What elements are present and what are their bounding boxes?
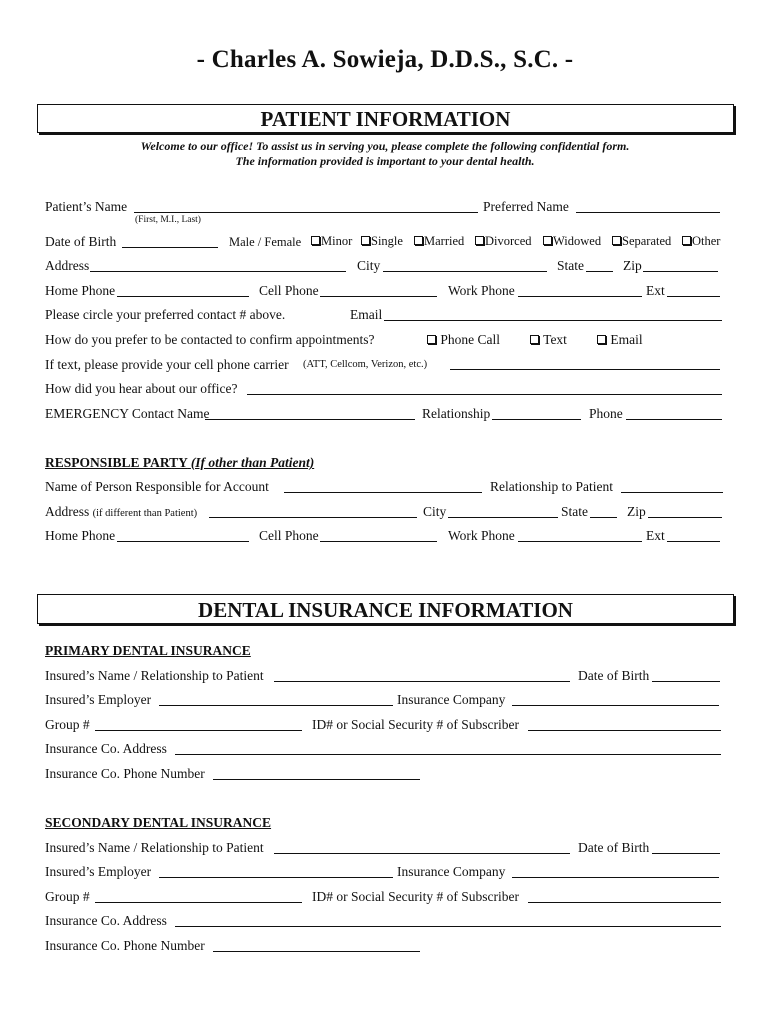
responsible-zip-field[interactable]	[648, 517, 722, 518]
welcome-line-2: The information provided is important to your dental health.	[235, 154, 535, 168]
responsible-zip-label: Zip	[627, 504, 646, 519]
email-field[interactable]	[384, 320, 722, 321]
secondary-id-field[interactable]	[528, 902, 721, 903]
secondary-address-field[interactable]	[175, 926, 721, 927]
responsible-home-phone-field[interactable]	[117, 541, 249, 542]
secondary-employer-field[interactable]	[159, 877, 393, 878]
contact-email-label: Email	[610, 332, 643, 347]
emergency-contact-field[interactable]	[205, 419, 415, 420]
work-phone-label: Work Phone	[448, 283, 515, 298]
secondary-phone-field[interactable]	[213, 951, 420, 952]
primary-employer-label: Insured’s Employer	[45, 692, 152, 707]
marital-widowed-label: Widowed	[553, 234, 602, 248]
responsible-state-label: State	[561, 504, 588, 519]
primary-insured-name-field[interactable]	[274, 681, 570, 682]
primary-group-label: Group #	[45, 717, 90, 732]
address-label: Address	[45, 258, 90, 273]
responsible-address-label: Address (if different than Patient)	[45, 504, 198, 519]
ext-label: Ext	[646, 283, 665, 298]
patient-info-heading: PATIENT INFORMATION	[37, 104, 734, 133]
marital-divorced-checkbox[interactable]	[475, 234, 532, 249]
secondary-insured-name-field[interactable]	[274, 853, 570, 854]
emergency-phone-label: Phone	[589, 406, 623, 421]
secondary-insurance-heading: SECONDARY DENTAL INSURANCE	[45, 815, 272, 830]
primary-company-label: Insurance Company	[397, 692, 506, 707]
checkbox-icon	[414, 236, 423, 245]
patient-name-label: Patient’s Name	[45, 199, 128, 214]
checkbox-icon	[427, 335, 436, 344]
checkbox-icon	[311, 236, 320, 245]
contact-pref-label: How do you prefer to be contacted to confirm appointments?	[45, 332, 375, 347]
zip-label: Zip	[623, 258, 642, 273]
secondary-employer-label: Insured’s Employer	[45, 864, 152, 879]
contact-phone-call-label: Phone Call	[440, 332, 500, 347]
secondary-group-label: Group #	[45, 889, 90, 904]
marital-minor-checkbox[interactable]	[311, 234, 352, 249]
city-label: City	[357, 258, 381, 273]
primary-address-field[interactable]	[175, 754, 721, 755]
responsible-state-field[interactable]	[590, 517, 617, 518]
hear-label: How did you hear about our office?	[45, 381, 238, 396]
primary-id-field[interactable]	[528, 730, 721, 731]
primary-dob-field[interactable]	[652, 681, 720, 682]
secondary-company-field[interactable]	[512, 877, 719, 878]
hear-field[interactable]	[247, 394, 722, 395]
secondary-insured-name-label: Insured’s Name / Relationship to Patient	[45, 840, 264, 855]
secondary-dob-label: Date of Birth	[578, 840, 650, 855]
secondary-dob-field[interactable]	[652, 853, 720, 854]
marital-single-checkbox[interactable]	[361, 234, 403, 249]
practice-title: - Charles A. Sowieja, D.D.S., S.C. -	[196, 46, 574, 73]
responsible-name-field[interactable]	[284, 492, 482, 493]
marital-other-label: Other	[692, 234, 721, 248]
cell-phone-field[interactable]	[320, 296, 437, 297]
sex-selector[interactable]: Male / Female	[229, 235, 302, 249]
marital-married-checkbox[interactable]	[414, 234, 464, 249]
checkbox-icon	[612, 236, 621, 245]
contact-phone-call-checkbox[interactable]	[427, 332, 500, 348]
patient-name-hint: (First, M.I., Last)	[135, 215, 201, 225]
primary-company-field[interactable]	[512, 705, 719, 706]
responsible-relationship-field[interactable]	[621, 492, 723, 493]
primary-insured-name-label: Insured’s Name / Relationship to Patient	[45, 668, 264, 683]
primary-insurance-heading: PRIMARY DENTAL INSURANCE	[45, 643, 251, 658]
address-field[interactable]	[90, 271, 346, 272]
marital-minor-label: Minor	[321, 234, 353, 248]
responsible-party-heading: RESPONSIBLE PARTY (If other than Patient)	[45, 455, 315, 470]
responsible-cell-phone-label: Cell Phone	[259, 528, 319, 543]
carrier-label: If text, please provide your cell phone carrier	[45, 357, 289, 372]
primary-phone-field[interactable]	[213, 779, 420, 780]
patient-name-field[interactable]	[134, 212, 478, 213]
responsible-name-label: Name of Person Responsible for Account	[45, 479, 269, 494]
responsible-cell-phone-field[interactable]	[320, 541, 437, 542]
checkbox-icon	[361, 236, 370, 245]
home-phone-label: Home Phone	[45, 283, 116, 298]
responsible-address-field[interactable]	[209, 517, 417, 518]
emergency-phone-field[interactable]	[626, 419, 722, 420]
contact-email-checkbox[interactable]	[597, 332, 643, 348]
ext-field[interactable]	[667, 296, 720, 297]
responsible-home-phone-label: Home Phone	[45, 528, 116, 543]
contact-text-checkbox[interactable]	[530, 332, 567, 348]
emergency-relationship-field[interactable]	[492, 419, 581, 420]
preferred-name-label: Preferred Name	[483, 199, 569, 214]
cell-phone-label: Cell Phone	[259, 283, 319, 298]
contact-text-label: Text	[543, 332, 567, 347]
responsible-ext-label: Ext	[646, 528, 665, 543]
marital-other-checkbox[interactable]	[682, 234, 720, 249]
email-label: Email	[350, 307, 383, 322]
marital-separated-checkbox[interactable]	[612, 234, 671, 249]
dental-insurance-heading: DENTAL INSURANCE INFORMATION	[37, 594, 734, 624]
marital-widowed-checkbox[interactable]	[543, 234, 601, 249]
emergency-relationship-label: Relationship	[422, 406, 491, 421]
responsible-work-phone-field[interactable]	[518, 541, 642, 542]
carrier-hint: (ATT, Cellcom, Verizon, etc.)	[303, 359, 428, 370]
marital-married-label: Married	[424, 234, 465, 248]
secondary-address-label: Insurance Co. Address	[45, 913, 167, 928]
state-field[interactable]	[586, 271, 613, 272]
primary-dob-label: Date of Birth	[578, 668, 650, 683]
responsible-work-phone-label: Work Phone	[448, 528, 515, 543]
dob-field[interactable]	[122, 247, 218, 248]
responsible-party-note: (If other than Patient)	[190, 455, 315, 470]
checkbox-icon	[682, 236, 691, 245]
circle-contact-note: Please circle your preferred contact # above.	[45, 307, 286, 322]
marital-separated-label: Separated	[622, 234, 672, 248]
checkbox-icon	[543, 236, 552, 245]
secondary-id-label: ID# or Social Security # of Subscriber	[312, 889, 519, 904]
responsible-address-hint: (if different than Patient)	[92, 508, 198, 519]
preferred-name-field[interactable]	[576, 212, 720, 213]
primary-group-field[interactable]	[95, 730, 302, 731]
city-field[interactable]	[383, 271, 547, 272]
responsible-city-label: City	[423, 504, 447, 519]
secondary-group-field[interactable]	[95, 902, 302, 903]
secondary-phone-label: Insurance Co. Phone Number	[45, 938, 205, 953]
responsible-relationship-label: Relationship to Patient	[490, 479, 613, 494]
checkbox-icon	[530, 335, 539, 344]
checkbox-icon	[597, 335, 606, 344]
responsible-ext-field[interactable]	[667, 541, 720, 542]
zip-field[interactable]	[643, 271, 718, 272]
work-phone-field[interactable]	[518, 296, 642, 297]
marital-divorced-label: Divorced	[485, 234, 532, 248]
primary-address-label: Insurance Co. Address	[45, 741, 167, 756]
state-label: State	[557, 258, 584, 273]
responsible-city-field[interactable]	[448, 517, 558, 518]
primary-phone-label: Insurance Co. Phone Number	[45, 766, 205, 781]
welcome-line-1: Welcome to our office! To assist us in serving you, please complete the following confidential form.	[140, 139, 630, 153]
secondary-company-label: Insurance Company	[397, 864, 506, 879]
checkbox-icon	[475, 236, 484, 245]
marital-single-label: Single	[371, 234, 403, 248]
dob-label: Date of Birth	[45, 234, 117, 249]
emergency-contact-label: EMERGENCY Contact Name	[45, 406, 210, 421]
carrier-field[interactable]	[450, 369, 720, 370]
home-phone-field[interactable]	[117, 296, 249, 297]
primary-id-label: ID# or Social Security # of Subscriber	[312, 717, 519, 732]
primary-employer-field[interactable]	[159, 705, 393, 706]
